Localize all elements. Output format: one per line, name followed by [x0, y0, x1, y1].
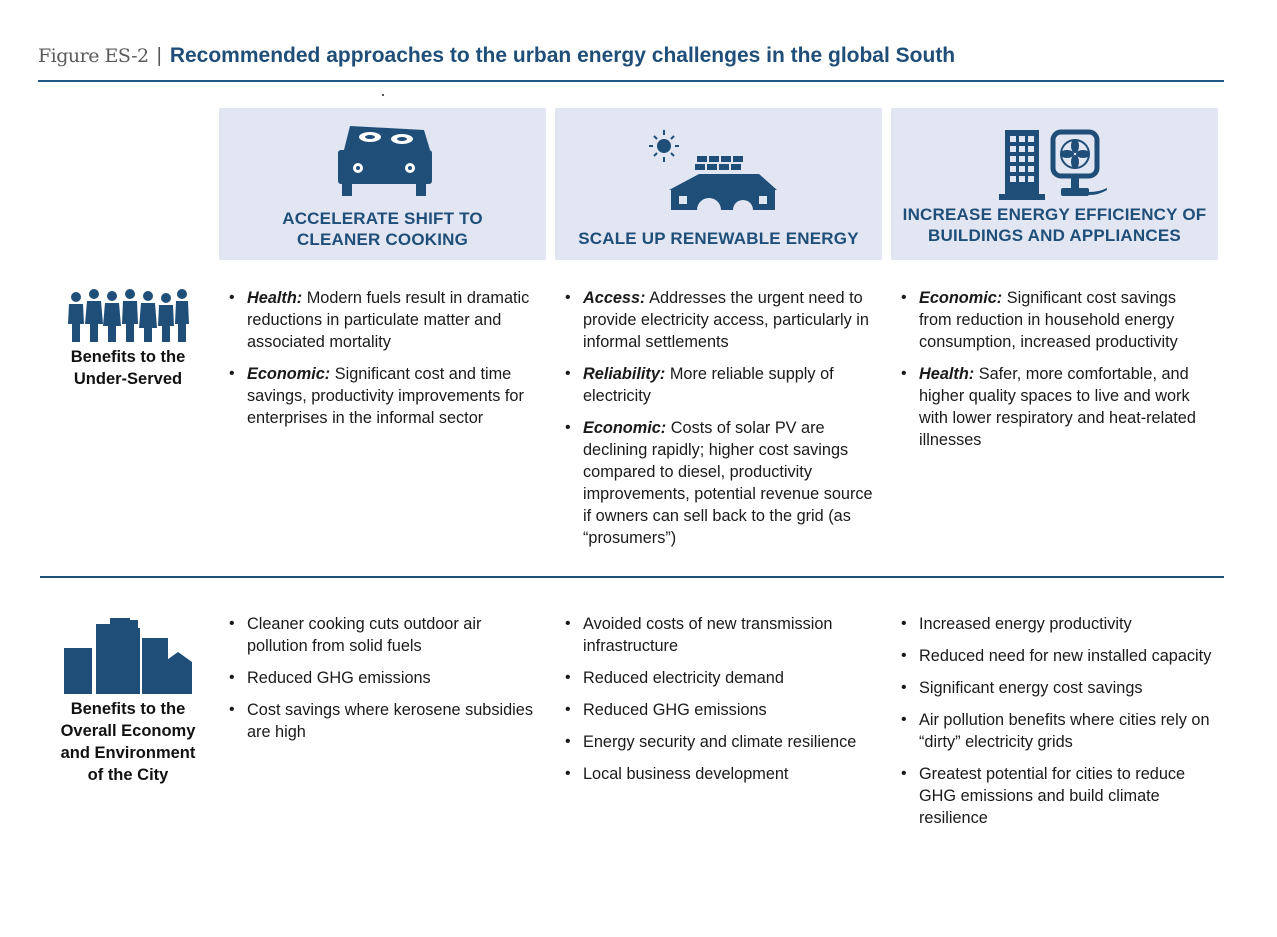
benefit-keyword: Health:: [919, 365, 975, 383]
row-label-city: [46, 698, 210, 786]
list-item: • Avoided costs of new transmission infrastructure: [565, 613, 877, 657]
building-fan-icon: [891, 120, 1218, 200]
underserved-efficiency-list: [901, 287, 1213, 461]
list-item: [565, 417, 877, 549]
list-item: [565, 363, 877, 407]
row-divider: [40, 576, 1224, 578]
list-item: • Reduced need for new installed capacity: [901, 645, 1213, 667]
benefit-text: Significant cost savings from reduction in household energy consumption, increased productivity: [919, 289, 1178, 351]
city-efficiency-list: [901, 613, 1213, 839]
list-item: • Reduced GHG emissions: [229, 667, 541, 689]
column-header-renewable: [555, 108, 882, 260]
list-item: • Significant energy cost savings: [901, 677, 1213, 699]
row-label-underserved: [50, 346, 206, 390]
list-item: • Reduced GHG emissions: [565, 699, 877, 721]
people-icon: [62, 288, 194, 344]
column-heading-cooking: [227, 208, 538, 250]
underserved-renewable-list: [565, 287, 877, 559]
row-label-line: Under-Served: [73, 370, 183, 388]
column-header-efficiency: [891, 108, 1218, 260]
benefit-text: More reliable supply of electricity: [583, 365, 834, 405]
row-label-line: Benefits to the: [70, 348, 186, 366]
benefit-text: Significant cost and time savings, productivity improvements for enterprises in the informal sector: [247, 365, 524, 427]
row-label-line: and Environment: [60, 744, 196, 762]
list-item: • Reduced electricity demand: [565, 667, 877, 689]
list-item: [229, 287, 541, 353]
row-label-line: Benefits to the: [70, 700, 186, 718]
figure-separator: |: [156, 45, 162, 67]
column-heading-renewable: [563, 228, 874, 249]
list-item: [901, 363, 1213, 451]
list-item: • Cleaner cooking cuts outdoor air pollution from solid fuels: [229, 613, 541, 657]
benefit-text: Costs of solar PV are declining rapidly; higher cost savings compared to diesel, productivity improvements, potential revenue source if owners can sell back to the grid (as “prosumers”): [583, 419, 873, 547]
city-skyline-icon: [60, 614, 194, 694]
benefit-keyword: Economic:: [583, 419, 667, 437]
column-heading-efficiency: [899, 204, 1210, 246]
stray-dot: [382, 94, 384, 96]
city-renewable-list: [565, 613, 877, 795]
figure-label: Figure ES-2: [38, 45, 149, 67]
city-cooking-list: [229, 613, 541, 753]
list-item: • Air pollution benefits where cities rely on “dirty” electricity grids: [901, 709, 1213, 753]
benefit-text: Addresses the urgent need to provide electricity access, particularly in informal settlements: [583, 289, 869, 351]
column-heading-line: CLEANER COOKING: [296, 230, 469, 249]
list-item: [901, 287, 1213, 353]
benefit-keyword: Economic:: [919, 289, 1003, 307]
list-item: • Local business development: [565, 763, 877, 785]
benefit-keyword: Health:: [247, 289, 303, 307]
list-item: [565, 287, 877, 353]
figure-title: Recommended approaches to the urban energy challenges in the global South: [169, 44, 956, 67]
list-item: • Cost savings where kerosene subsidies are high: [229, 699, 541, 743]
column-heading-line: SCALE UP RENEWABLE ENERGY: [578, 229, 859, 248]
row-label-line: of the City: [87, 766, 169, 784]
column-header-cooking: [219, 108, 546, 260]
benefit-keyword: Access:: [583, 289, 646, 307]
solar-house-icon: [555, 120, 882, 200]
benefit-keyword: Economic:: [247, 365, 331, 383]
benefit-keyword: Reliability:: [583, 365, 666, 383]
benefit-text: Modern fuels result in dramatic reductions in particulate matter and associated mortality: [247, 289, 530, 351]
list-item: • Greatest potential for cities to reduce GHG emissions and build climate resilience: [901, 763, 1213, 829]
column-heading-line: INCREASE ENERGY EFFICIENCY OF: [902, 205, 1207, 224]
column-heading-line: BUILDINGS AND APPLIANCES: [928, 226, 1181, 245]
cookstove-icon: [219, 120, 546, 200]
list-item: [229, 363, 541, 429]
row-label-line: Overall Economy: [60, 722, 196, 740]
list-item: • Energy security and climate resilience: [565, 731, 877, 753]
title-rule: [38, 80, 1224, 82]
column-heading-line: ACCELERATE SHIFT TO: [282, 209, 483, 228]
figure-title-row: [38, 44, 1224, 74]
benefit-text: Safer, more comfortable, and higher quality spaces to live and work with lower respiratory and heat-related illnesses: [919, 365, 1196, 449]
list-item: • Increased energy productivity: [901, 613, 1213, 635]
underserved-cooking-list: [229, 287, 541, 439]
